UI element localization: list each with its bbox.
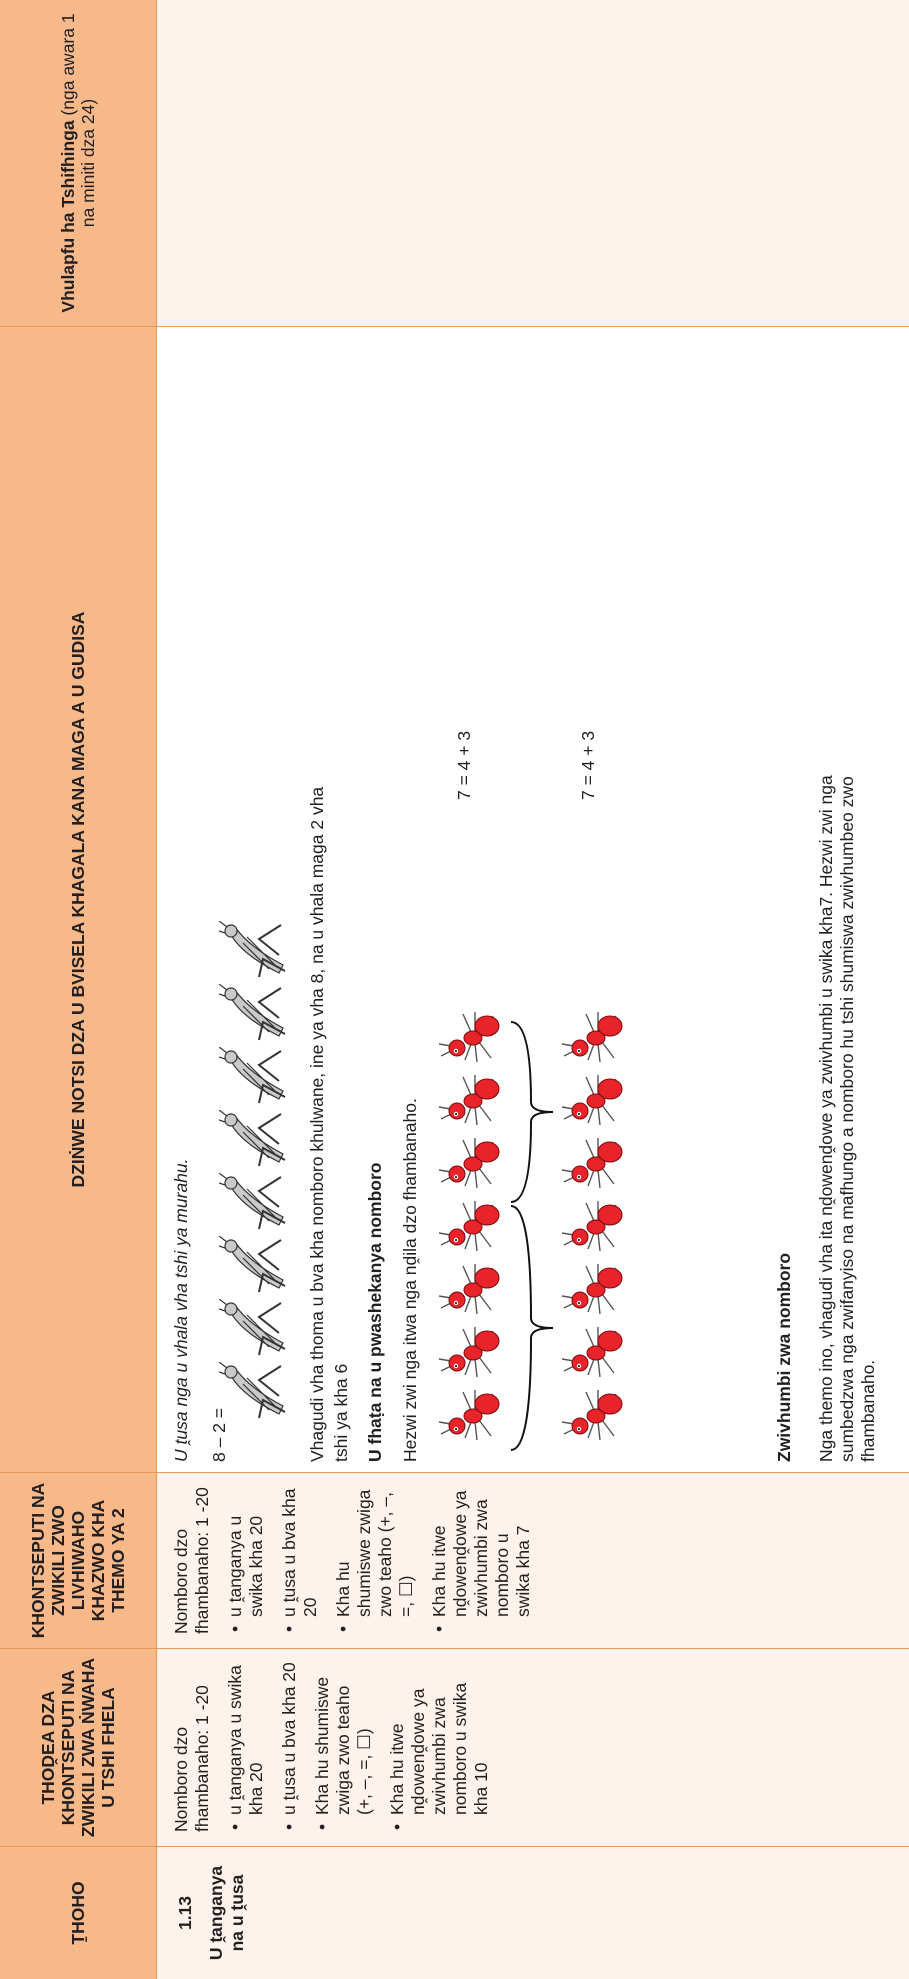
ant-image — [560, 1134, 626, 1192]
time-header-wrap — [58, 10, 98, 316]
ant-image — [560, 1071, 626, 1129]
bullet-text: u ṱanganya u swika kha 20 — [225, 1665, 266, 1815]
notes-intro: U ṱusa nga u vhala vha tshi ya murahu. — [171, 1158, 191, 1462]
grasshopper-image — [219, 1362, 291, 1424]
brace-icon — [509, 1204, 560, 1452]
ant-image — [437, 1008, 503, 1066]
notes-para3-line2: sumbedzwa nga zwifanyiso na mafhungo a nomboro hu tshi shumiswa zwivhumbeo zwo — [837, 776, 857, 1462]
notes-para3-line1: Nga themo ino, vhagudi vha ita nḓowenḓowe ya zwivhumbi u swika kha7. Hezwi zwi nga — [816, 775, 836, 1462]
notes-header — [0, 327, 157, 1472]
grasshopper-image — [219, 984, 291, 1046]
grasshopper-image — [219, 921, 291, 983]
time-header-bold: Vhulapfu ha Tshifhinga — [58, 120, 78, 313]
grasshopper-image — [219, 1110, 291, 1172]
ant-image — [560, 1197, 626, 1255]
term-bullet-list — [225, 1485, 534, 1634]
list-item: • u ṱanganya u swika kha 20 — [225, 1665, 266, 1830]
grasshopper-image — [219, 1299, 291, 1361]
list-item: • Kha hu shumiswe zwiga zwo teaho (+, –, =, ☐) — [312, 1676, 374, 1830]
notes-heading-build-break: U fhaṭa na u pwashekanya nomboro — [365, 1162, 385, 1462]
brace-icon — [509, 1020, 560, 1204]
notes-header-text: DZIṄWE NOTSI DZA U BVISELA KHAGALA KANA MAGA A U GUDISA — [68, 611, 88, 1188]
topic-number: 1.13 — [175, 1895, 195, 1931]
bullet-text: Kha hu itwe nḓowenḓowe ya zwivhumbi zwa nomboro u swika kha 10 — [387, 1682, 491, 1815]
bullet-text: Kha hu shumiswe zwiga zwo teaho (+, –, =, ☐) — [312, 1676, 374, 1815]
notes-equation: 8 – 2 = — [209, 1407, 229, 1462]
prior-intro: Nomboro dzo fhambanaho: 1 -20 — [171, 1685, 212, 1832]
notes-cell — [157, 327, 909, 1472]
ant-image — [560, 1260, 626, 1318]
list-item: • u ṱanganya u swika kha 20 — [225, 1515, 266, 1632]
ant-image — [560, 1386, 626, 1444]
bullet-text: u ṱusa u bva kha 20 — [279, 1662, 299, 1815]
prior-knowledge-column — [0, 1648, 909, 1846]
time-header — [0, 0, 157, 326]
topic-header — [0, 1847, 157, 1979]
notes-sum2: 7 = 4 + 3 — [578, 730, 598, 800]
notes-heading-number-bonds: Zwivhumbi zwa nomboro — [774, 1252, 794, 1462]
term-header-text: KHONTSEPUTI NA ZWIKILI ZWO LIVHIWAHO KHAZWO KHA THEMO YA 2 — [28, 1482, 128, 1639]
list-item: • u ṱusa u bva kha 20 — [279, 1662, 299, 1830]
list-item: • Kha hu itwe nḓowenḓowe ya zwivhumbi zwa nomboro u swika kha 7 — [429, 1490, 533, 1632]
bullet-text: u ṱanganya u swika kha 20 — [225, 1515, 266, 1617]
time-cell — [157, 0, 909, 326]
time-header-rest: (nga awara 1 na miniti dza 24) — [58, 13, 98, 228]
grasshopper-image — [219, 1173, 291, 1235]
topic-cell — [157, 1847, 909, 1979]
notes-column — [0, 326, 909, 1472]
ant-image — [560, 1008, 626, 1066]
notes-para1-line2: tshi ya kha 6 — [331, 1363, 351, 1462]
prior-header-text: THOḒEA DZA KHONTSEPUTI NA ZWIKILI ZWA ṄWAHA U TSHI FHELA — [38, 1657, 118, 1838]
topic-column — [0, 1846, 909, 1979]
notes-para1-line1: Vhagudi vha thoma u bva kha nomboro khulwane, ine ya vha 8, na u vhala maga 2 vha — [307, 786, 327, 1462]
term-intro: Nomboro dzo fhambanaho: 1 -20 — [171, 1487, 212, 1634]
bullet-text: Kha hu itwe nḓowenḓowe ya zwivhumbi zwa nomboro u swika kha 7 — [429, 1490, 533, 1617]
ant-image — [437, 1071, 503, 1129]
notes-para2: Hezwi zwi nga itwa nga nḓila dzo fhambanaho. — [400, 1098, 420, 1462]
term-concepts-column — [0, 1472, 909, 1648]
ant-image — [560, 1323, 626, 1381]
bullet-text: Kha hu shumiswe zwiga zwo teaho (+, –, =, ☐) — [333, 1489, 416, 1617]
topic-header-text: ṮHOHO — [68, 1881, 88, 1945]
ant-image — [437, 1323, 503, 1381]
prior-knowledge-header — [0, 1649, 157, 1846]
list-item: • Kha hu shumiswe zwiga zwo teaho (+, –, =, ☐) — [333, 1489, 416, 1632]
grasshopper-image — [219, 1236, 291, 1298]
prior-knowledge-cell — [157, 1649, 909, 1846]
term-concepts-cell — [157, 1473, 909, 1648]
list-item: • u ṱusa u bva kha 20 — [279, 1488, 320, 1632]
ant-image — [437, 1197, 503, 1255]
topic-title: U ṱanganya na u ṱusa — [206, 1865, 247, 1961]
ant-image — [437, 1386, 503, 1444]
time-column — [0, 0, 909, 326]
list-item: • Kha hu itwe nḓowenḓowe ya zwivhumbi zwa nomboro u swika kha 10 — [387, 1682, 491, 1830]
notes-sum1: 7 = 4 + 3 — [454, 730, 474, 800]
notes-para3-line3: fhambanaho. — [858, 1359, 878, 1462]
ant-image — [437, 1134, 503, 1192]
grasshopper-image — [219, 1047, 291, 1109]
prior-bullet-list — [225, 1661, 492, 1832]
bullet-text: u ṱusa u bva kha 20 — [279, 1488, 320, 1617]
ant-image — [437, 1260, 503, 1318]
term-concepts-header — [0, 1473, 157, 1648]
